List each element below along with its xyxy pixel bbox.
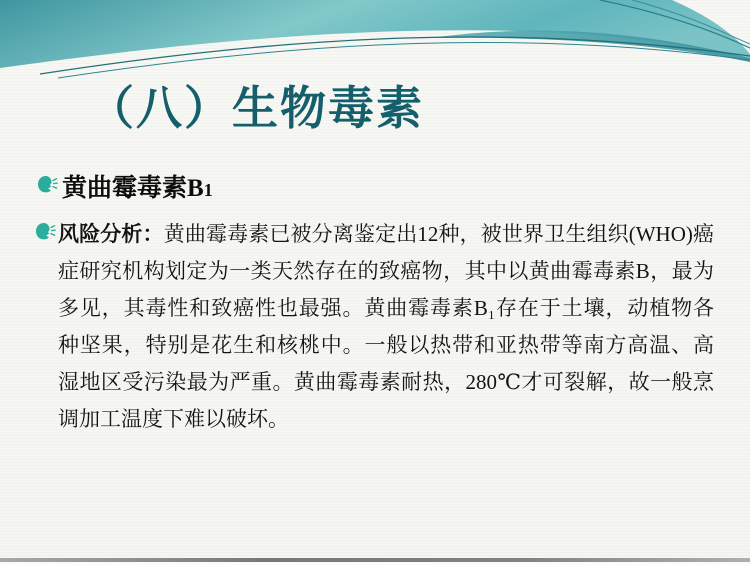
page-title: （八）生物毒素 — [88, 82, 424, 134]
paragraph-line: 多见，其毒性和致癌性也最强。黄曲霉毒素B₁存在于土壤，动植物各 — [58, 296, 714, 320]
speaking-head-icon — [34, 221, 56, 243]
paragraph-line-text: 黄曲霉毒素已被分离鉴定出12种，被世界卫生组织(WHO)癌 — [163, 222, 714, 246]
bullet-heading-aflatoxin-b1 — [62, 168, 213, 204]
risk-analysis-paragraph — [58, 216, 714, 438]
paragraph-line: 湿地区受污染最为严重。黄曲霉毒素耐热，280℃才可裂解，故一般烹 — [58, 370, 714, 394]
paragraph-line — [58, 216, 714, 253]
bullet-heading-text: 黄曲霉毒素B — [62, 175, 204, 202]
paragraph-line: 种坚果，特别是花生和核桃中。一般以热带和亚热带等南方高温、高 — [58, 333, 714, 357]
paragraph-line: 症研究机构划定为一类天然存在的致癌物，其中以黄曲霉毒素B，最为 — [58, 259, 714, 283]
paragraph-line: 调加工温度下难以破坏。 — [58, 407, 289, 431]
risk-analysis-label: 风险分析： — [58, 222, 164, 246]
bullet-heading-subscript: 1 — [203, 180, 213, 200]
speaking-head-icon — [36, 174, 58, 196]
